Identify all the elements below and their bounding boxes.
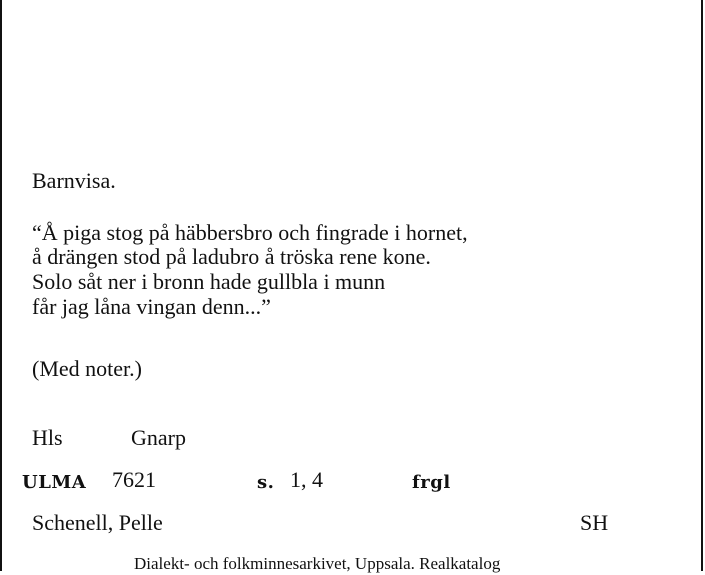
verse-line-4: får jag låna vingan denn...”	[32, 294, 271, 319]
card-right-border	[701, 0, 703, 571]
category-code: frgl	[412, 472, 451, 493]
page-label: s.	[257, 472, 275, 493]
informant-name: Schenell, Pelle	[32, 510, 163, 535]
record-number: 7621	[112, 467, 156, 492]
verse-line-3: Solo såt ner i bronn hade gullbla i munn	[32, 269, 386, 294]
verse-line-1: “Å piga stog på häbbersbro och fingrade i hornet,	[32, 220, 468, 245]
archive-footer: Dialekt- och folkminnesarkivet, Uppsala. Realkatalog	[134, 554, 501, 573]
music-note-remark: (Med noter.)	[32, 356, 142, 381]
archive-code: ULMA	[22, 472, 87, 493]
province-code: Hls	[32, 425, 63, 450]
verse-line-2: å drängen stod på ladubro å tröska rene kone.	[32, 244, 431, 269]
card-title: Barnvisa.	[32, 168, 116, 193]
card-left-border	[0, 0, 2, 571]
parish-name: Gnarp	[131, 425, 186, 450]
collector-initials: SH	[580, 510, 609, 535]
page-numbers: 1, 4	[290, 467, 323, 492]
